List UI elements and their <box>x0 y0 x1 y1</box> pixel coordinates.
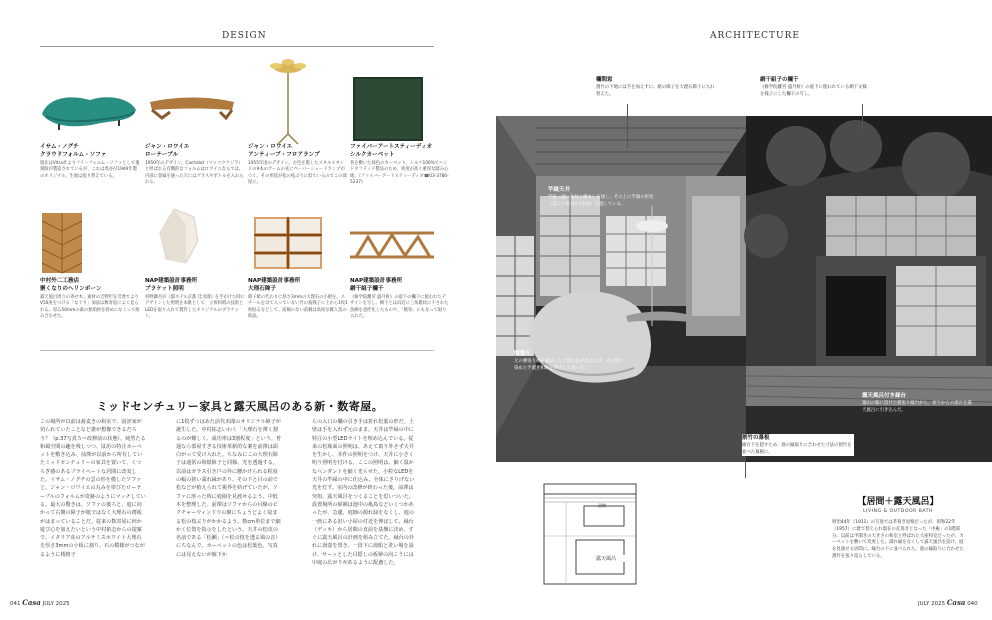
section-rule <box>40 46 434 47</box>
herringbone-image <box>42 213 82 273</box>
feature-subtitle: LIVING & OUTDOOR BATH <box>863 509 933 514</box>
product-herringbone: 中村外二工務店 聚くなりのへリンボーン 露天風呂周りの寄せ木。素材の吉野杉を芳香でよりV50度をつける「なぐり」加法は数寄屋によく見られる。厚み50mmの素の無垢材を斜めになくって組み合わせた。 <box>40 278 140 320</box>
cloud-sofa-image <box>42 97 136 130</box>
callout-wainscot: 腰張り 元の腰張り紙を剥がした土壁の色が見えれば、その色に染めた手漉き和紙を特注して張った。 <box>514 351 624 371</box>
callout-railing: 網干組子の欄干 《修学院離宮 盛月軒》の庭下に使われている網干文様を桟子にした欄干の写し。 <box>760 77 867 97</box>
callout-bamboo-apron: 割竹の幕板 縁台下を隠すため、庭の縁取りに合わせた寸法の割竹を並べた幕板に。 <box>742 434 854 456</box>
page-number: 041 <box>10 601 21 607</box>
page-number-right: 040 <box>967 601 978 607</box>
product-silk-carpet: ファイバーアートスティーディオ シルクカーペット 苔を敷いた緑色のカーペット。シルク100%でハンドタフティド製法のため、密度が高く重厚な踏み心地。《ファイバーアートスティーディオ☎03-3780-5237》 <box>350 144 449 186</box>
marble-shoji-image <box>254 217 322 269</box>
product-images-row2 <box>38 205 438 275</box>
body-column-1: この場所が以前は蕎麦きの和室で、固評家が切られていたことなど誰が想像できるだろう？（p.37写真５＝改修前の状態）。純然たる和風空間の趣を残しつつ、鼠坊の特注カーペットを敷き込み、前澤が以前から所有していたミッドセンチュリーの家具を置いて、くつろぎ感のあるプライベートな居間に改変した。イサム・ノグチの雲の形を模したソファと、ジャン・ロワイエの丸みを帯びたローテーブルのフォルムが奇跡のようにマッチしている。最大の驚きは、ソファの後ろと、庭に向かって右側の障子が紙ではなく大理石の薄板がはまっていることだ。従来の数寄屋に何か遊び心を加えたいという中村拓志からの提案で、イタリア産のアルテミスホワイト大理石を厚さ3mmの小板に割り、石の模様がつながるように桟格子 <box>40 419 146 558</box>
leader-line-ranma <box>627 104 628 148</box>
feature-title: 【居間＋露天風呂】 <box>857 497 939 507</box>
product-railing: NAP建築設計事務所 網干組子欄干 《修学院離宮 盛月軒》の庭下の欄干に使われたデザインを写し。網干とは浜辺に三角錐状に干された魚網を意匠化したもので、「数寄」にもなって取り入れた。 <box>350 278 449 320</box>
magazine-logo: Casa <box>22 598 41 607</box>
product-marble-shoji: NAP建築設計事務所 大理石障子 障子紙の代わりに厚さ3mmの大理石の小板を。スチールを以て入っていない竹の枝桟子に上から1枚1枚貼るなどして。前桐のない前桐は高度な職人技の結晶。 <box>248 278 348 320</box>
leader-line-railing <box>862 104 863 130</box>
issue-date-right: JULY 2025 <box>918 601 946 607</box>
floor-lamp-image <box>270 59 306 144</box>
floor-plan <box>536 478 646 588</box>
feature-desc: 明治44年（1911）の写真では茅葺き屋根だったが、昭和22年（1957）に建て替えられ現在の瓦葺きとなった「中庵」の1階部分。以前は半開きの大きさの和室と呼ばれた大座和室だったが、カーペットを敷いて変更した。濡れ縁をなくして露天風呂を設け、庭を見渡せる居間に。縁台の下に並べられた、庭の縁取りに合わせた割竹を張り巡らしている。 <box>832 520 964 559</box>
plan-label-bath: 露天風呂 <box>586 555 626 562</box>
callout-ranma-window: 欄間窓 割竹の下地には手を加えずに、紙の障子を大理石障子に入れ替えた。 <box>596 77 715 97</box>
body-column-3: らの入口の欄の引き手は折れ松葉の形だ。土壁は手を入れず元のまま。天井は竿縁の中に特注の小型LEDライトを埋め込んでいる。従来の松瓶面の照明は、あえて取り外さず天井を生かし、本件の照明をつけ、天井に小さく明り照明を付ける。ここの照明は、細く温かなペンダントを細く光らせた、小粒なLEDを天井の竿縁の中に仕込み、全体にさりげない光を灯す。室内の改修が終わった後、前澤は突如、露天風呂をつくることを思いついた。設置場所の候補は池中の亀島などいくつかあったが、急遽、庭師の源れ緑をなくし、庭の一画にある旧い小屋の付近を伸ばして、縁台（デッキ）から居間の直前を基盤に決め、すぐに露天風呂の計画を組み立てた。縁台の外れに湯壺を置き、一段下に湯船と洗い場を設け、サーッとした目隠しの板塀の向こうには中庭の広がりがあるように配慮した。 <box>312 419 415 567</box>
divider-rule <box>40 350 434 351</box>
body-column-2: に1枚ずつはめた前代未聞のオリジナル障子が誕生した。中村拓志いわく「大理石を薄く割るのが難しく、成功率は3割程度」という。普通なら部屋すぎる技術革新的な案を前澤は面白がって受け入れた。ちなみにこの大理石障子は通常の和紙障子と同様、光を透過する。以前はガラス引き戸の外に腰かけられる程度の幅の狭い濡れ縁があり、その下と目の前で松などが植えられて視界を妨げていたが、ソファに座った時に庭園を見渡せるよう、中低木を整理した。前澤はソファからの目線のピクチャーウィンドウの額にちょうどよく収まる松の枝ぶりがかかるよう、数cm単位まで細かく位置を指示をしたという。天井の松皮の名前である「松瀬」（＝松の枝を透る風の音）にちなんで、カーペットの色は松葉色。写真には見えないが廊下か <box>176 419 282 558</box>
callout-bath-deck: 露天風呂付き縁台 築山の脇に設けた板張り縁台から、屋下からの流れを露天風呂に引き込んだ。 <box>862 393 972 413</box>
silk-carpet-image <box>354 78 422 140</box>
product-bracket-light: NAP建築設計事務所 ブラケット照明 村野藤吾が《都ホテル京都 佳水園》を手がけた時にデザインした照明を本歌として、立体和紙の技術とLEDを取り入れて製作したオリジナルのブラケット。 <box>145 278 245 320</box>
left-footer <box>10 598 70 607</box>
magazine-logo-right: Casa <box>946 598 966 607</box>
leader-line-bamboo <box>745 462 746 478</box>
product-low-table: ジャン・ロワイエ ローテーブル 1950年のデザイン。Cachalot（マッコウクジラ）と呼ばれる有機的なフォルムはロワイエならでは。内部に金属を通った穴にはグラスやボトルを入れられる。 <box>145 144 244 186</box>
low-table-image <box>150 98 234 119</box>
plan-label-living: 居間 <box>598 503 606 508</box>
feature-box <box>828 494 968 514</box>
issue-date: JULY 2025 <box>42 601 70 607</box>
product-floor-lamp: ジャン・ロワイエ アンティーブ・フロアランプ 1955年頃のデザイン。古色を施したメタルスタンドの9本のアームの先にペーパーシェードランプがつく。その形状が松の枝ぶりに似ているのでこの部屋に。 <box>248 144 347 186</box>
callout-ceiling: 竿縁天井 竿縁（細い角材の横木）を通し、その上に竿縁の形状（美しい木目の1本材）を施している。 <box>548 187 654 207</box>
right-footer <box>918 598 978 607</box>
section-title-architecture: ARCHITECTURE <box>710 31 800 41</box>
product-cloud-sofa: イサム・ノグチ クラウドフォルム・ソファ 現在はVitra社よりフリーフォルム・ソファとして復刻版が製造されているが、これは黒谷が1949年製のオリジナル。生地は張り替えている。 <box>40 144 140 179</box>
section-title-design: DESIGN <box>222 31 267 41</box>
article-headline: ミッドセンチュリー家具と露天風呂のある新・数寄屋。 <box>96 400 384 413</box>
bracket-light-image <box>160 209 198 263</box>
railing-image <box>350 233 434 257</box>
